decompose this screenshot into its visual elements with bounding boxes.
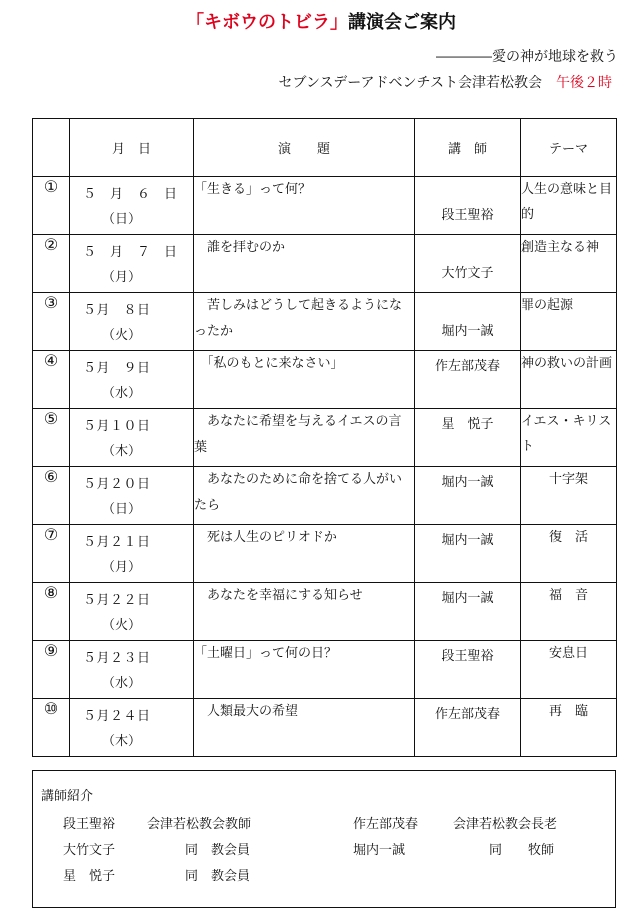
row-theme-cell: [521, 467, 617, 525]
row-date-cell: [70, 583, 194, 641]
row-weekday: （火）: [102, 328, 142, 343]
table-header-row: [33, 119, 617, 177]
row-title: 苦しみはどうして起きるようになったか: [194, 293, 415, 351]
row-speaker-cell: [415, 177, 521, 235]
row-speaker: 堀内一誠: [441, 591, 494, 606]
row-date: ５ 月 ６ 日: [83, 187, 178, 202]
row-number: ⑨: [33, 641, 70, 699]
table-row: [33, 525, 617, 583]
row-speaker-cell: [415, 235, 521, 293]
row-weekday: （月）: [102, 560, 142, 575]
intro-speaker-role: 同 教会員: [185, 843, 251, 858]
row-title: 「土曜日」って何の日？: [194, 641, 415, 699]
row-theme: 福 音: [548, 588, 588, 603]
row-date-cell: [70, 699, 194, 757]
row-theme: 人生の意味と目的: [521, 177, 617, 235]
row-speaker-cell: [415, 467, 521, 525]
schedule-table: [32, 118, 617, 757]
intro-speaker-role: 会津若松教会長老: [453, 817, 558, 832]
row-speaker-cell: [415, 351, 521, 409]
row-theme: 神の救いの計画: [521, 351, 617, 409]
row-date-cell: [70, 293, 194, 351]
row-theme: 再 臨: [548, 704, 588, 719]
table-row: [33, 699, 617, 757]
speaker-intro-entry: [353, 839, 554, 858]
row-weekday: （火）: [102, 618, 142, 633]
speaker-introduction-box: [32, 770, 616, 908]
row-speaker: 段王聖裕: [441, 208, 494, 223]
row-speaker: 作左部茂春: [434, 707, 500, 722]
row-weekday: （日）: [102, 502, 142, 517]
row-weekday: （日）: [102, 212, 142, 227]
start-time: 午後２時: [556, 75, 612, 91]
row-speaker-cell: [415, 699, 521, 757]
row-date-cell: [70, 409, 194, 467]
intro-speaker-name: 段王聖裕: [63, 817, 116, 832]
row-date: ５月２０日: [83, 477, 151, 492]
row-speaker-cell: [415, 525, 521, 583]
row-number: ④: [33, 351, 70, 409]
intro-speaker-name: 堀内一誠: [353, 843, 406, 858]
row-date: ５月１０日: [83, 419, 151, 434]
row-speaker: 堀内一誠: [441, 533, 494, 548]
table-row: [33, 467, 617, 525]
table-row: [33, 177, 617, 235]
row-weekday: （水）: [102, 676, 142, 691]
row-speaker: 段王聖裕: [441, 649, 494, 664]
organization-line: [279, 72, 612, 92]
table-row: [33, 583, 617, 641]
row-number: ⑦: [33, 525, 70, 583]
row-speaker: 作左部茂春: [434, 359, 500, 374]
table-row: [33, 293, 617, 351]
row-theme-cell: [521, 525, 617, 583]
row-speaker: 大竹文子: [441, 266, 494, 281]
row-date-cell: [70, 525, 194, 583]
row-speaker: 星 悦子: [441, 417, 494, 432]
intro-speaker-name: 作左部茂春: [353, 817, 419, 832]
intro-speaker-role: 同 教会員: [185, 869, 251, 884]
speaker-intro-entry: [353, 813, 557, 832]
row-date-cell: [70, 235, 194, 293]
row-title: 死は人生のピリオドか: [194, 525, 415, 583]
intro-speaker-name: 大竹文子: [63, 843, 116, 858]
row-weekday: （水）: [102, 386, 142, 401]
row-date-cell: [70, 351, 194, 409]
row-theme-cell: [521, 641, 617, 699]
row-theme: 創造主なる神: [521, 235, 617, 293]
row-date: ５月２２日: [83, 593, 151, 608]
introduction-heading: 講師紹介: [41, 789, 94, 804]
row-date-cell: [70, 177, 194, 235]
row-theme: 十字架: [548, 472, 588, 487]
row-title: 「私のもとに来なさい」: [194, 351, 415, 409]
table-row: [33, 235, 617, 293]
row-speaker-cell: [415, 409, 521, 467]
row-date: ５月 ８日: [83, 303, 151, 318]
row-date: ５月２３日: [83, 651, 151, 666]
row-number: ⑩: [33, 699, 70, 757]
intro-speaker-role: 同 牧師: [489, 843, 555, 858]
speaker-intro-entry: [63, 865, 250, 884]
row-theme: 安息日: [548, 646, 588, 661]
row-theme: イエス・キリスト: [521, 409, 617, 467]
row-theme: 復 活: [548, 530, 588, 545]
speaker-intro-entry: [63, 839, 250, 858]
row-date: ５月 ９日: [83, 361, 151, 376]
header-date: 月 日: [70, 119, 194, 177]
intro-speaker-role: 会津若松教会教師: [147, 817, 252, 832]
row-date: ５月２４日: [83, 709, 151, 724]
speaker-intro-entry: [63, 813, 251, 832]
row-title: 人類最大の希望: [194, 699, 415, 757]
table-row: [33, 409, 617, 467]
row-title: 誰を拝むのか: [194, 235, 415, 293]
header-speaker: 講 師: [415, 119, 521, 177]
row-weekday: （木）: [102, 444, 142, 459]
row-speaker: 堀内一誠: [441, 475, 494, 490]
row-title: あなたを幸福にする知らせ: [194, 583, 415, 641]
table-row: [33, 351, 617, 409]
row-number: ③: [33, 293, 70, 351]
row-title: 「生きる」って何？: [194, 177, 415, 235]
row-theme: 罪の起源: [521, 293, 617, 351]
row-number: ②: [33, 235, 70, 293]
subtitle: ――――愛の神が地球を救う: [436, 49, 618, 65]
header-theme: テーマ: [521, 119, 617, 177]
row-weekday: （木）: [102, 734, 142, 749]
row-title: あなたに希望を与えるイエスの言葉: [194, 409, 415, 467]
row-number: ⑧: [33, 583, 70, 641]
row-date: ５月２１日: [83, 535, 151, 550]
row-date: ５ 月 ７ 日: [83, 245, 178, 260]
row-theme-cell: [521, 583, 617, 641]
row-date-cell: [70, 467, 194, 525]
row-speaker-cell: [415, 641, 521, 699]
row-speaker-cell: [415, 583, 521, 641]
title-event-name: 「キボウのトビラ」: [186, 12, 348, 33]
header-number: [33, 119, 70, 177]
row-speaker-cell: [415, 293, 521, 351]
row-theme-cell: [521, 699, 617, 757]
title-rest: 講演会ご案内: [348, 12, 456, 33]
organization-name: セブンスデーアドベンチスト会津若松教会: [278, 75, 542, 91]
row-number: ⑤: [33, 409, 70, 467]
intro-speaker-name: 星 悦子: [63, 869, 116, 884]
row-number: ①: [33, 177, 70, 235]
row-date-cell: [70, 641, 194, 699]
row-title: あなたのために命を捨てる人がいたら: [194, 467, 415, 525]
row-weekday: （月）: [102, 270, 142, 285]
table-row: [33, 641, 617, 699]
row-number: ⑥: [33, 467, 70, 525]
document-title: [0, 8, 642, 34]
row-speaker: 堀内一誠: [441, 324, 494, 339]
header-title: 演 題: [194, 119, 415, 177]
